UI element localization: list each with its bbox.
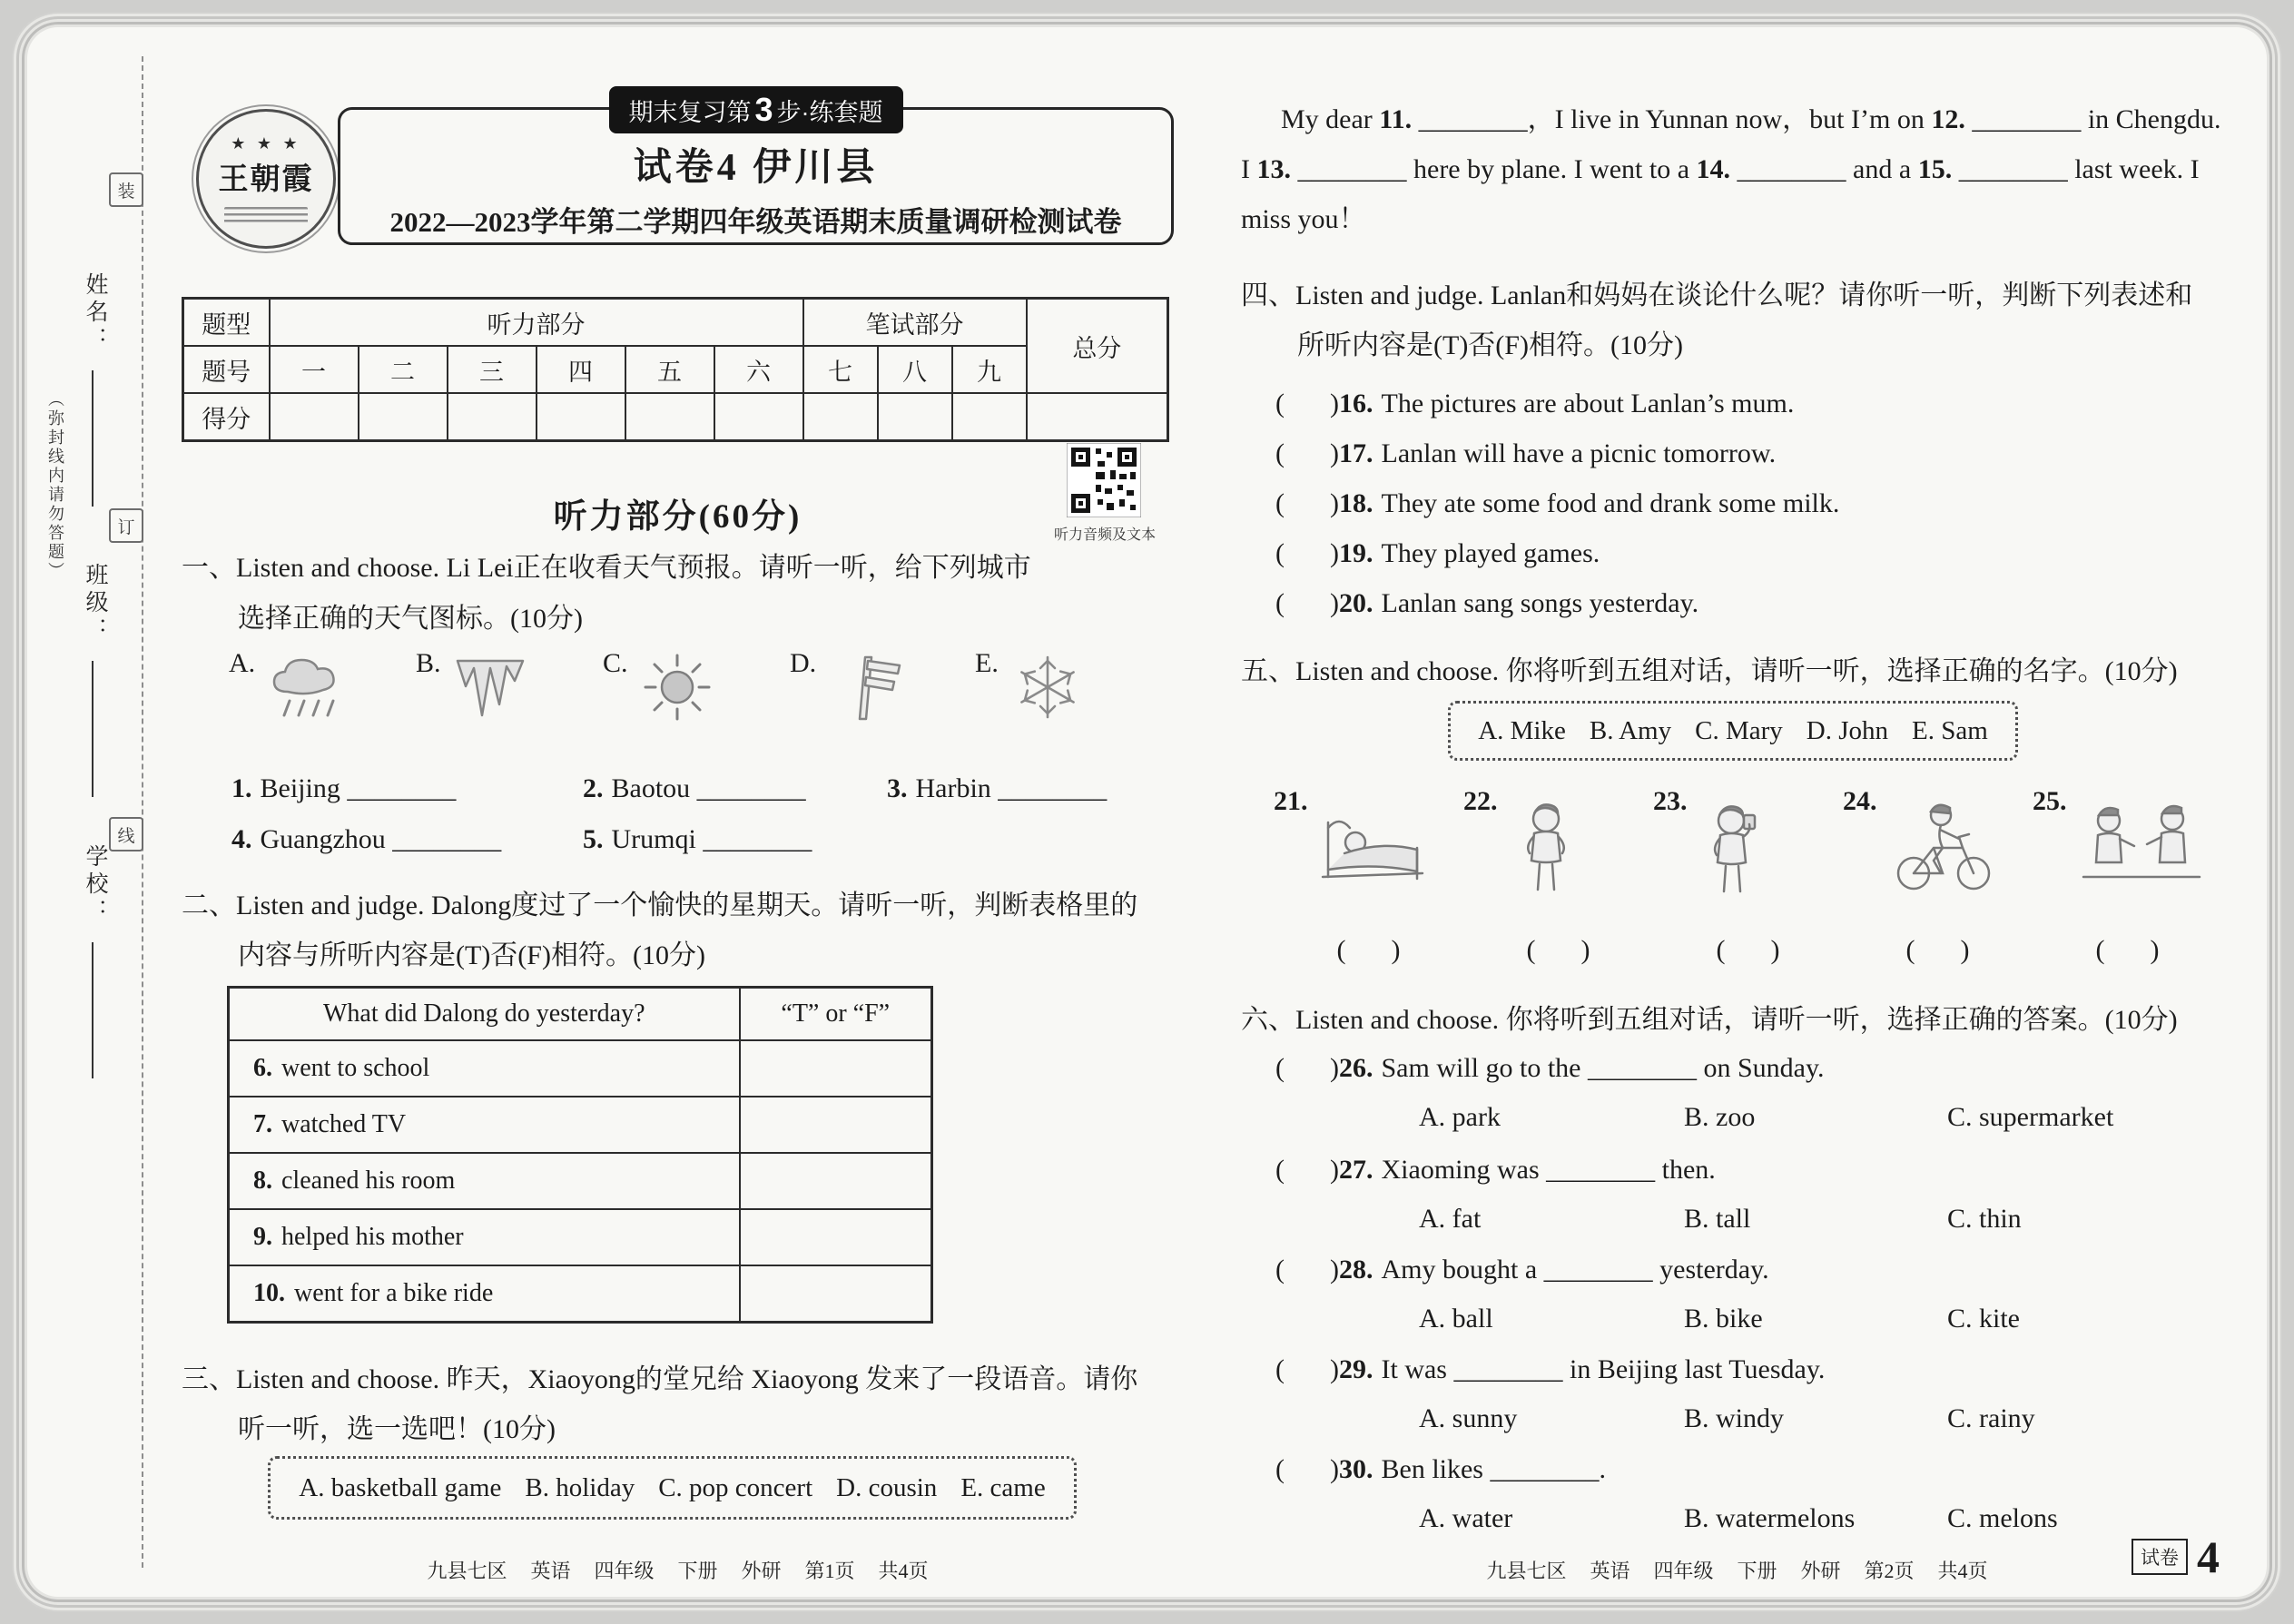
name-option: C. Mary: [1695, 715, 1783, 745]
score-table: [182, 297, 1169, 442]
table-row: [229, 1265, 932, 1323]
options-27: [1419, 1204, 2022, 1235]
score-listening-label: 听力部分: [270, 299, 803, 347]
page-tag-label: 试卷: [2132, 1539, 2188, 1575]
picture-item-22: [1463, 786, 1653, 899]
question-stem: Amy bought a ________ yesterday.: [1381, 1255, 1769, 1284]
right-page-footer: [1241, 1556, 2233, 1584]
options-28: [1419, 1304, 2020, 1334]
score-col-2: 二: [359, 346, 448, 393]
footer-item: 下册: [677, 1560, 718, 1582]
section-2-title-line1: 二、Listen and judge. Dalong度过了一个愉快的星期天。请听一听，判断表格里的: [182, 891, 1138, 920]
judge-item-19: [1275, 538, 1600, 569]
footer-item: 四年级: [594, 1560, 655, 1582]
score-col-4: 四: [537, 346, 625, 393]
tf-answer-cell: [740, 1265, 932, 1323]
question-30: [1275, 1454, 1606, 1485]
footer-item: 第1页: [804, 1560, 855, 1582]
blank-number: 13.: [1256, 154, 1291, 184]
weather-option-b: [416, 648, 532, 726]
score-col-3: 三: [448, 346, 537, 393]
word-bank-option: B. holiday: [525, 1472, 635, 1502]
qr-caption: 听力音频及文本: [1053, 527, 1156, 543]
weather-option-d: [790, 648, 907, 726]
item-text: They ate some food and drank some milk.: [1381, 488, 1840, 518]
footer-item: 外研: [1800, 1560, 1841, 1582]
sun-icon: [635, 648, 719, 726]
sleeping-child-icon: [1314, 797, 1427, 888]
name-option: B. Amy: [1589, 715, 1672, 745]
options-26: [1419, 1102, 2113, 1133]
qr-code-icon: [1067, 443, 1141, 522]
student-school-label: 学校：: [83, 844, 107, 926]
question-number: 27.: [1339, 1155, 1373, 1185]
item-text: watched TV: [281, 1110, 407, 1138]
picture-answer-23: [1653, 935, 1843, 966]
name-option: D. John: [1806, 715, 1889, 745]
item-number: 9.: [253, 1223, 272, 1251]
logo-brand-name: 王朝霞: [218, 163, 314, 196]
item-number: 19.: [1339, 538, 1373, 568]
footer-item: 共4页: [878, 1560, 929, 1582]
weather-option-e-label: E.: [975, 648, 999, 678]
item-text: went for a bike ride: [294, 1279, 494, 1307]
option-b: B. zoo: [1684, 1102, 1756, 1132]
question-27: [1275, 1155, 1716, 1186]
score-col-6: 六: [714, 346, 803, 393]
left-page: [182, 0, 1174, 1624]
picture-answer-24: [1843, 935, 2033, 966]
option-b: B. bike: [1684, 1304, 1763, 1334]
option-a: A. ball: [1419, 1304, 1493, 1334]
footer-item: 九县七区: [1486, 1560, 1567, 1582]
answer-paren: ( ): [1526, 935, 1590, 965]
talking-children-icon: [2072, 797, 2209, 890]
drinking-boy-icon: [1693, 797, 1779, 899]
section-4-title-line1: 四、Listen and judge. Lanlan和妈妈在谈论什么呢？请你听一听，判断下列表述和: [1241, 281, 2193, 310]
judge-item-16: [1275, 389, 1794, 419]
option-a: A. fat: [1419, 1204, 1482, 1234]
student-name-label: 姓名：: [83, 272, 107, 354]
option-c: C. kite: [1947, 1304, 2020, 1334]
picture-answers-row: [1274, 935, 2227, 966]
section-2-title-line2: 内容与所听内容是(T)否(F)相符。(10分): [238, 940, 705, 970]
blank-number: 14.: [1696, 154, 1731, 184]
badge-suffix: 步·练套题: [776, 98, 883, 126]
judge-item-18: [1275, 488, 1839, 519]
section-3-title-line2: 听一听，选一选吧！(10分): [238, 1414, 556, 1444]
binding-dashed-line: [142, 56, 143, 1568]
score-cell: [359, 393, 448, 441]
section-1-title-line1: 一、Listen and choose. Li Lei正在收看天气预报。请听一听，给下列城市: [182, 553, 1031, 583]
paper-subtitle: 2022—2023学年第二学期四年级英语期末质量调研检测试卷: [389, 206, 1122, 238]
item-text: Harbin ________: [915, 773, 1108, 803]
score-cell: [878, 393, 952, 441]
city-item-5: [583, 824, 812, 855]
answer-paren: ( ): [1275, 438, 1339, 468]
word-bank-option: A. basketball game: [299, 1472, 502, 1502]
answer-paren: ( ): [2095, 935, 2160, 965]
page-tag-number: 4: [2197, 1531, 2220, 1582]
option-c: C. melons: [1947, 1503, 2058, 1533]
footer-item: 下册: [1737, 1560, 1777, 1582]
question-number: 26.: [1339, 1053, 1373, 1083]
student-school-blank: [92, 942, 94, 1078]
question-number: 28.: [1339, 1255, 1373, 1284]
option-a: A. water: [1419, 1503, 1513, 1533]
score-row-label: 得分: [183, 393, 270, 441]
picture-items-row: [1274, 786, 2227, 899]
question-stem: It was ________ in Beijing last Tuesday.: [1381, 1354, 1826, 1384]
right-page: [1241, 0, 2233, 1624]
footer-item: 英语: [530, 1560, 571, 1582]
publisher-logo: [196, 109, 336, 249]
item-number: 8.: [253, 1166, 272, 1195]
answer-paren: ( ): [1275, 1053, 1339, 1083]
binding-word-zhuang: 装: [109, 172, 143, 207]
page-tag: [2132, 1531, 2220, 1582]
student-class-blank: [92, 661, 94, 797]
section-5-title: 五、Listen and choose. 你将听到五组对话，请听一听，选择正确的名字。(10分): [1241, 656, 2178, 686]
passage-text: ________ last week. I miss you！: [1241, 154, 2200, 234]
item-number: 16.: [1339, 389, 1373, 418]
item-number: 4.: [231, 824, 252, 854]
item-number: 2.: [583, 773, 604, 803]
option-c: C. thin: [1947, 1204, 2022, 1234]
answer-paren: ( ): [1716, 935, 1780, 965]
answer-paren: ( ): [1275, 488, 1339, 518]
weather-option-d-label: D.: [790, 648, 817, 678]
left-page-footer: [182, 1556, 1174, 1584]
item-number: 3.: [887, 773, 908, 803]
table-row: [229, 1097, 932, 1153]
footer-item: 外研: [741, 1560, 782, 1582]
footer-item: 第2页: [1864, 1560, 1915, 1582]
picture-answer-22: [1463, 935, 1653, 966]
word-bank-option: C. pop concert: [658, 1472, 813, 1502]
score-cell: [803, 393, 878, 441]
item-text: Guangzhou ________: [260, 824, 502, 854]
option-b: B. watermelons: [1684, 1503, 1856, 1533]
answer-paren: ( ): [1275, 1454, 1339, 1484]
score-cell: [952, 393, 1027, 441]
judge-item-17: [1275, 438, 1776, 469]
answer-paren: ( ): [1275, 1255, 1339, 1284]
name-option: E. Sam: [1912, 715, 1988, 745]
question-stem: Xiaoming was ________ then.: [1381, 1155, 1716, 1185]
footer-item: 四年级: [1653, 1560, 1714, 1582]
name-option: A. Mike: [1478, 715, 1566, 745]
score-col-7: 七: [803, 346, 878, 393]
city-item-3: [887, 773, 1107, 804]
picture-answer-21: [1274, 935, 1463, 966]
score-cell: [448, 393, 537, 441]
listening-passage: [1241, 94, 2232, 244]
city-item-2: [583, 773, 806, 804]
item-text: Beijing ________: [260, 773, 457, 803]
wind-flag-icon: [823, 648, 907, 726]
word-bank-box: [268, 1456, 1077, 1520]
answer-paren: ( ): [1275, 1155, 1339, 1185]
table-row: [229, 1209, 932, 1265]
table-row: [229, 1040, 932, 1097]
score-cell: [537, 393, 625, 441]
picture-item-24: [1843, 786, 2033, 899]
item-text: They played games.: [1381, 538, 1600, 568]
snowflake-icon: [1006, 648, 1089, 726]
item-text: Lanlan will have a picnic tomorrow.: [1381, 438, 1777, 468]
item-number: 18.: [1339, 488, 1373, 518]
weather-option-a-label: A.: [229, 648, 256, 678]
score-col-8: 八: [878, 346, 952, 393]
score-written-label: 笔试部分: [803, 299, 1027, 347]
listening-section-heading: 听力部分(60分): [553, 498, 802, 536]
binding-word-ding: 订: [109, 508, 143, 543]
student-name-blank: [92, 370, 94, 507]
item-number: 23.: [1653, 786, 1688, 816]
options-30: [1419, 1503, 2058, 1534]
item-number: 24.: [1843, 786, 1877, 816]
option-a: A. park: [1419, 1102, 1501, 1132]
name-bank-box: [1448, 701, 2018, 761]
word-bank-option: D. cousin: [836, 1472, 938, 1502]
item-number: 22.: [1463, 786, 1498, 816]
picture-item-25: [2033, 786, 2222, 899]
score-total-cell: [1027, 393, 1168, 441]
item-number: 6.: [253, 1054, 272, 1082]
option-c: C. rainy: [1947, 1403, 2035, 1433]
item-number: 25.: [2033, 786, 2067, 816]
option-b: B. windy: [1684, 1403, 1785, 1433]
picture-item-21: [1274, 786, 1463, 899]
tf-answer-cell: [740, 1040, 932, 1097]
logo-waves-icon: [224, 207, 308, 223]
section-1-title-line2: 选择正确的天气图标。(10分): [238, 604, 583, 634]
item-number: 7.: [253, 1110, 272, 1138]
section-6-title: 六、Listen and choose. 你将听到五组对话，请听一听，选择正确的答案。(10分): [1241, 1005, 2178, 1035]
badge-prefix: 期末复习第: [628, 98, 752, 126]
picture-item-23: [1653, 786, 1843, 899]
item-number: 20.: [1339, 588, 1373, 618]
review-step-badge: [608, 86, 902, 133]
word-bank-option: E. came: [960, 1472, 1046, 1502]
dalong-judge-table: [227, 986, 933, 1324]
item-number: 21.: [1274, 786, 1308, 816]
item-text: Urumqi ________: [611, 824, 812, 854]
score-total-label: 总分: [1027, 299, 1168, 394]
item-text: Baotou ________: [611, 773, 806, 803]
passage-text: ________ and a: [1730, 154, 1918, 184]
score-number-label: 题号: [183, 346, 270, 393]
section-3-title-line1: 三、Listen and choose. 昨天，Xiaoyong的堂兄给 Xiaoyong 发来了一段语音。请你: [182, 1364, 1138, 1394]
section-4-title-line2: 所听内容是(T)否(F)相符。(10分): [1297, 330, 1683, 360]
blank-number: 12.: [1931, 104, 1965, 134]
score-cell: [270, 393, 359, 441]
footer-item: 英语: [1590, 1560, 1630, 1582]
score-col-1: 一: [270, 346, 359, 393]
footer-item: 共4页: [1937, 1560, 1988, 1582]
question-28: [1275, 1255, 1769, 1285]
blank-number: 15.: [1917, 154, 1953, 184]
tf-answer-cell: [740, 1209, 932, 1265]
item-number: 1.: [231, 773, 252, 803]
option-c: C. supermarket: [1947, 1102, 2114, 1132]
weather-option-a: [229, 648, 353, 726]
paper-header: [338, 91, 1174, 245]
seal-instruction: （弥封线内请勿答题）: [46, 390, 64, 581]
binding-word-xian: 线: [109, 817, 143, 851]
picture-answer-25: [2033, 935, 2222, 966]
logo-stars-icon: ★ ★ ★: [231, 134, 301, 153]
answer-paren: ( ): [1275, 389, 1339, 418]
item-text: cleaned his room: [281, 1166, 456, 1195]
item-text: went to school: [281, 1054, 430, 1082]
answer-paren: ( ): [1905, 935, 1970, 965]
rain-cloud-icon: [262, 648, 353, 726]
answer-paren: ( ): [1275, 1354, 1339, 1384]
passage-text: ________ in Chengdu. I: [1241, 104, 2221, 184]
badge-step-number: 3: [754, 91, 773, 128]
question-26: [1275, 1053, 1825, 1084]
judge-table-header-question: What did Dalong do yesterday?: [229, 988, 740, 1041]
score-col-9: 九: [952, 346, 1027, 393]
answer-paren: ( ): [1275, 588, 1339, 618]
item-number: 17.: [1339, 438, 1373, 468]
passage-text: My dear: [1281, 104, 1380, 134]
item-text: Lanlan sang songs yesterday.: [1381, 588, 1699, 618]
question-stem: Sam will go to the ________ on Sunday.: [1381, 1053, 1825, 1083]
city-item-4: [231, 824, 501, 855]
score-cell: [625, 393, 714, 441]
tf-answer-cell: [740, 1097, 932, 1153]
option-b: B. tall: [1684, 1204, 1751, 1234]
question-stem: Ben likes ________.: [1381, 1454, 1606, 1484]
answer-paren: ( ): [1336, 935, 1401, 965]
question-number: 29.: [1339, 1354, 1373, 1384]
weather-option-e: [975, 648, 1089, 726]
passage-text: ________，I live in Yunnan now，but I’m on: [1412, 104, 1932, 134]
score-type-label: 题型: [183, 299, 270, 347]
icicles-icon: [448, 648, 532, 726]
item-text: The pictures are about Lanlan’s mum.: [1381, 389, 1795, 418]
standing-boy-icon: [1503, 797, 1590, 899]
judge-item-20: [1275, 588, 1698, 619]
item-number: 5.: [583, 824, 604, 854]
paper-title: 试卷4 伊川县: [633, 147, 879, 189]
answer-paren: ( ): [1275, 538, 1339, 568]
question-29: [1275, 1354, 1825, 1385]
weather-option-c: [603, 648, 719, 726]
student-class-label: 班级：: [83, 563, 107, 645]
blank-number: 11.: [1379, 104, 1413, 134]
item-text: helped his mother: [281, 1223, 464, 1251]
tf-answer-cell: [740, 1153, 932, 1209]
passage-text: ________ here by plane. I went to a: [1291, 154, 1697, 184]
judge-table-header-tf: “T” or “F”: [740, 988, 932, 1041]
score-col-5: 五: [625, 346, 714, 393]
score-cell: [714, 393, 803, 441]
table-row: [229, 1153, 932, 1209]
cycling-child-icon: [1883, 797, 2001, 895]
option-a: A. sunny: [1419, 1403, 1518, 1433]
weather-option-c-label: C.: [603, 648, 628, 678]
city-item-1: [231, 773, 456, 804]
options-29: [1419, 1403, 2035, 1434]
item-number: 10.: [253, 1279, 285, 1307]
question-number: 30.: [1339, 1454, 1373, 1484]
footer-item: 九县七区: [427, 1560, 507, 1582]
weather-option-b-label: B.: [416, 648, 441, 678]
